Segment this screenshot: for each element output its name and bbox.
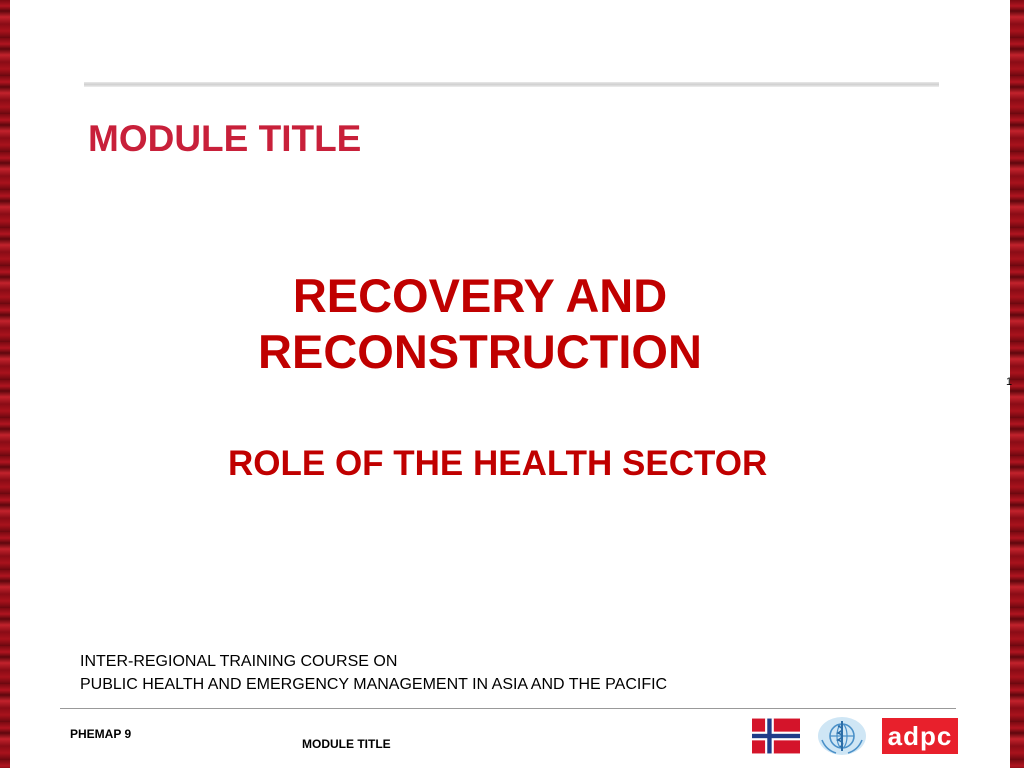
main-title-line2: RECONSTRUCTION bbox=[258, 325, 702, 378]
slide-number: 1 bbox=[1006, 376, 1013, 388]
top-divider bbox=[84, 82, 939, 87]
course-line1: INTER-REGIONAL TRAINING COURSE ON bbox=[80, 653, 398, 670]
adpc-logo: adpc bbox=[882, 718, 958, 754]
partner-logos bbox=[752, 716, 958, 756]
norway-flag-icon bbox=[752, 718, 800, 754]
course-description bbox=[80, 650, 667, 696]
footer-module-title: MODULE TITLE bbox=[302, 737, 391, 751]
module-title: MODULE TITLE bbox=[88, 118, 362, 159]
course-line2: PUBLIC HEALTH AND EMERGENCY MANAGEMENT IN ASIA AND THE PACIFIC bbox=[80, 676, 668, 693]
slide-subtitle: ROLE OF THE HEALTH SECTOR bbox=[228, 444, 768, 483]
who-emblem-icon bbox=[816, 716, 868, 756]
left-border-stripe bbox=[0, 0, 10, 768]
footer-divider bbox=[60, 708, 956, 709]
main-title-line1: RECOVERY AND bbox=[292, 269, 668, 322]
footer-program-label: PHEMAP 9 bbox=[70, 727, 132, 741]
main-title bbox=[200, 268, 760, 380]
